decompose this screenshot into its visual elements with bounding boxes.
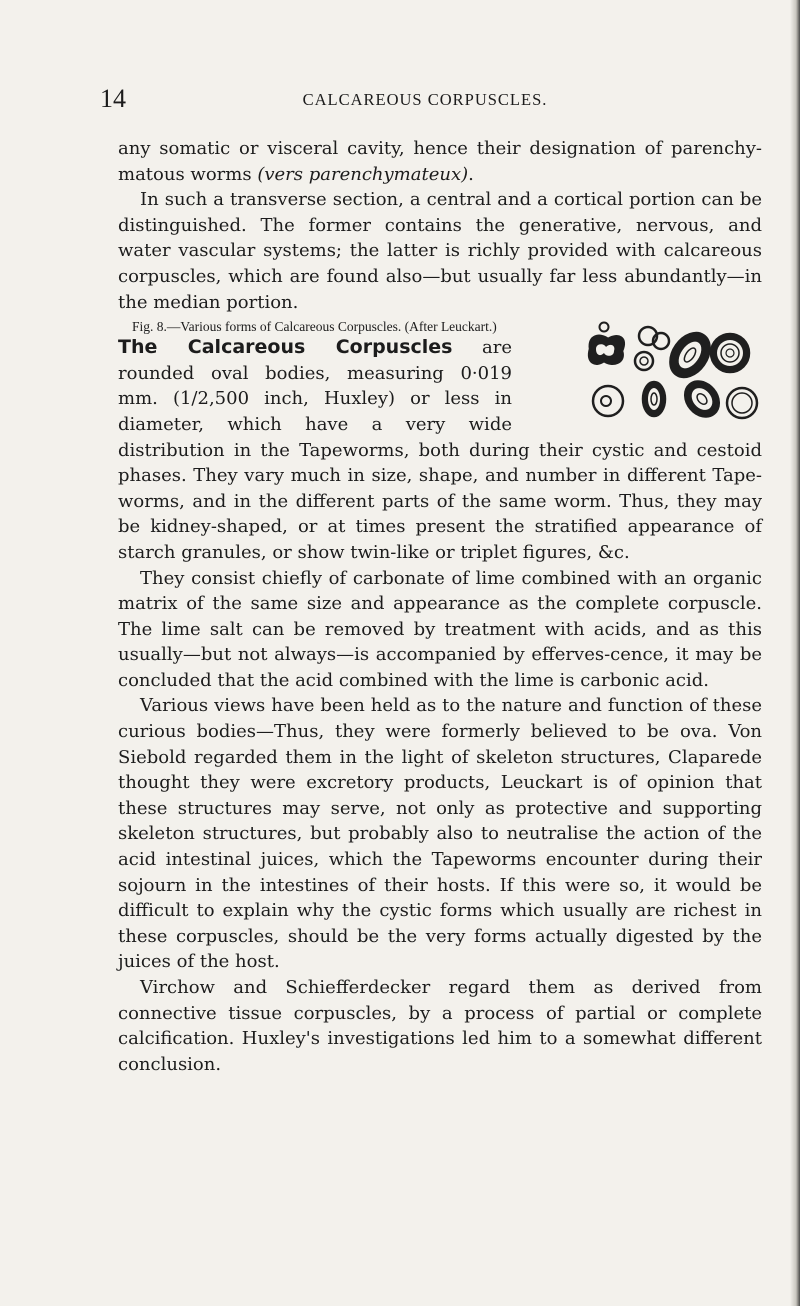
- paragraph-5: Various views have been held as to the nature and function of these curious bodies—Thus, they were formerly believed to be ova. Von Siebold regarded them in the light of skeleton structures, Claparede thought they were excretory products, Leuckart is of opinion that these structures may serve, not only as protective and supporting skeleton structures, but probably also to neutralise the action of the acid intestinal juices, which the Tapeworms encounter during their sojourn in the intestines of their hosts. If this were so, it would be difficult to explain why the cystic forms which usually are richest in these corpuscles, should be the very forms actually digested by the juices of the host.: [118, 695, 762, 973]
- page-header: [100, 84, 750, 114]
- paragraph-1-end: .: [468, 163, 474, 185]
- body-text: [118, 136, 762, 1077]
- figure-caption: Fig. 8.—Various forms of Calcareous Corpuscles. (After Leuckart.): [132, 319, 497, 335]
- paragraph-1-italic: (vers parenchymateux): [257, 163, 469, 185]
- running-title: CALCAREOUS CORPUSCLES.: [302, 90, 548, 109]
- page-number: 14: [100, 84, 126, 113]
- paragraph-3-text: are rounded oval bodies, measuring 0·019 mm. (1/2,500 inch, Huxley) or less in diameter, which have a very wide distribution in the Tapeworms, both during their cystic and cestoid phases. They vary much in size, shape, and number in different Tape-worms, and in the different parts of the same worm. Thus, they may be kidney-shaped, or at times present the stratified appearance of starch granules, or show twin-like or triplet figures, &c.: [118, 337, 762, 563]
- paragraph-1: [118, 136, 762, 187]
- calcareous-corpuscles-illustration: [526, 319, 762, 423]
- paragraph-1-text: any somatic or visceral cavity, hence their designation of parenchy-matous worms: [118, 138, 762, 185]
- paragraph-4: They consist chiefly of carbonate of lime combined with an organic matrix of the same size and appearance as the complete corpuscle. The lime salt can be removed by treatment with acids, and as this usually—but not always—is accompanied by efferves-cence, it may be concluded that the acid combined with the lime is carbonic acid.: [118, 567, 762, 691]
- paragraph-6: Virchow and Schiefferdecker regard them as derived from connective tissue corpuscles, by a process of partial or complete calcification. Huxley's investigations led him to a somewhat different conclusion.: [118, 977, 762, 1075]
- page-edge-shadow: [790, 0, 800, 1306]
- figure-8: [526, 319, 762, 423]
- paragraph-2: In such a transverse section, a central and a cortical portion can be distinguished. The former contains the generative, nervous, and water vascular systems; the latter is richly provided with calcareous corpuscles, which are found also—but usually far less abundantly—in the median portion.: [118, 189, 762, 313]
- section-heading: The Calcareous Corpuscles: [118, 336, 453, 359]
